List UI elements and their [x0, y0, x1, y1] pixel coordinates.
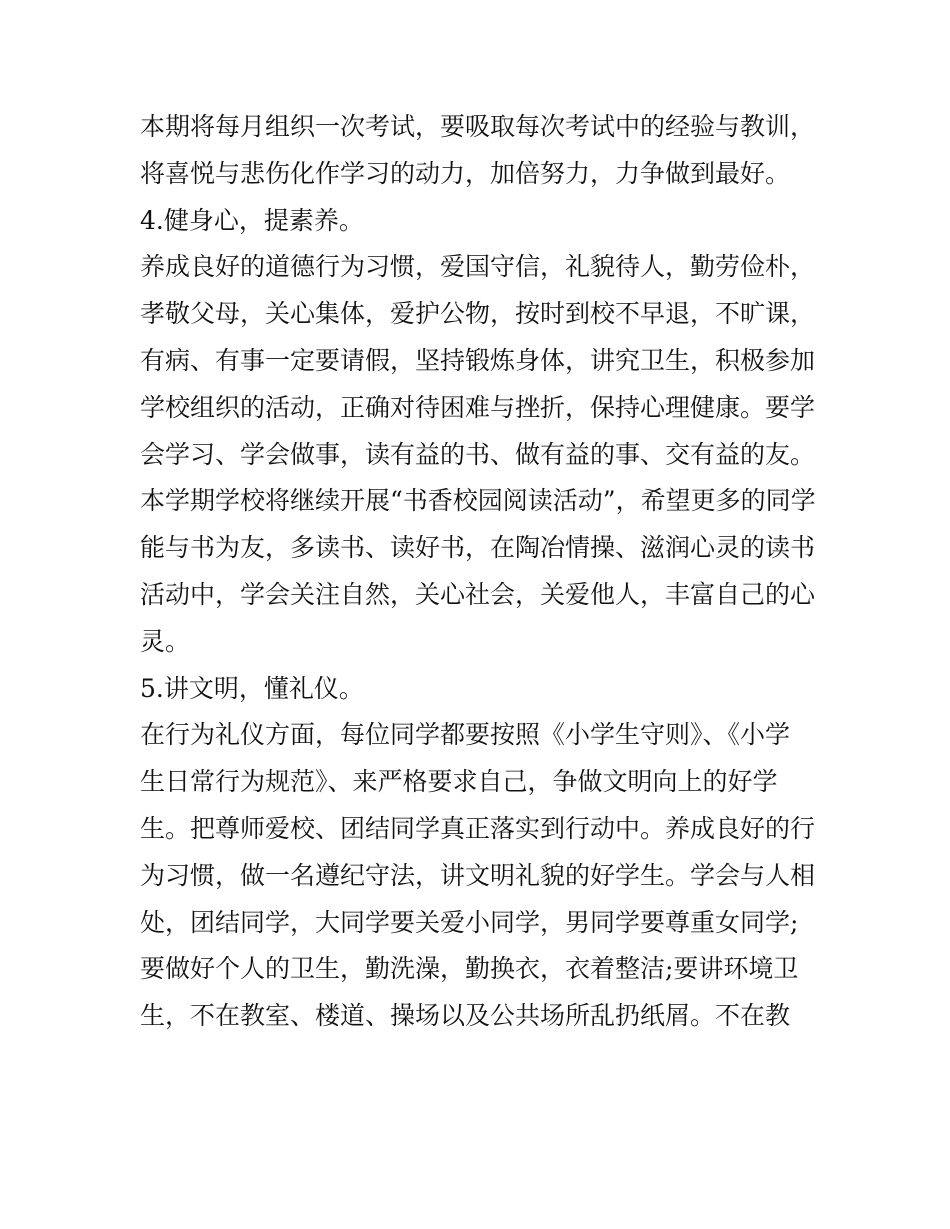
- text-line: 本学期学校将继续开展“书香校园阅读活动”，希望更多的同学: [140, 486, 816, 516]
- text-line: 为习惯，做一名遵纪守法，讲文明礼貌的好学生。学会与人相: [140, 860, 816, 890]
- text-line: 生。把尊师爱校、团结同学真正落实到行动中。养成良好的行: [140, 813, 816, 843]
- text-line: 本期将每月组织一次考试，要吸取每次考试中的经验与教训，: [140, 112, 816, 141]
- text-line: 养成良好的道德行为习惯，爱国守信，礼貌待人，勤劳俭朴，: [140, 252, 816, 282]
- text-line: 将喜悦与悲伤化作学习的动力，加倍努力，力争做到最好。: [140, 158, 791, 188]
- text-line: 会学习、学会做事，读有益的书、做有益的事、交有益的友。: [140, 439, 816, 469]
- text-line: 生，不在教室、楼道、操场以及公共场所乱扔纸屑。不在教: [140, 1001, 791, 1031]
- text-line: 在行为礼仪方面，每位同学都要按照《小学生守则》、《小学: [140, 720, 791, 750]
- text-line: 灵。: [140, 626, 191, 656]
- text-line: 生日常行为规范》、来严格要求自己，争做文明向上的好学: [140, 767, 778, 797]
- text-line: 要做好个人的卫生，勤洗澡，勤换衣，衣着整洁;要讲环境卫: [140, 954, 799, 984]
- text-line: 有病、有事一定要请假，坚持锻炼身体，讲究卫生，积极参加: [140, 345, 816, 375]
- text-line: 活动中，学会关注自然，关心社会，关爱他人，丰富自己的心: [140, 579, 816, 609]
- section-heading: 4.健身心，提素养。: [140, 205, 364, 235]
- text-line: 学校组织的活动，正确对待困难与挫折，保持心理健康。要学: [140, 392, 816, 422]
- text-line: 能与书为友，多读书、读好书，在陶冶情操、滋润心灵的读书: [140, 533, 816, 563]
- document-body: [140, 104, 830, 1040]
- section-heading: 5.讲文明，懂礼仪。: [140, 673, 364, 703]
- text-line: 处，团结同学，大同学要关爱小同学，男同学要尊重女同学;: [140, 907, 799, 937]
- text-line: 孝敬父母，关心集体，爱护公物，按时到校不早退，不旷课，: [140, 299, 816, 329]
